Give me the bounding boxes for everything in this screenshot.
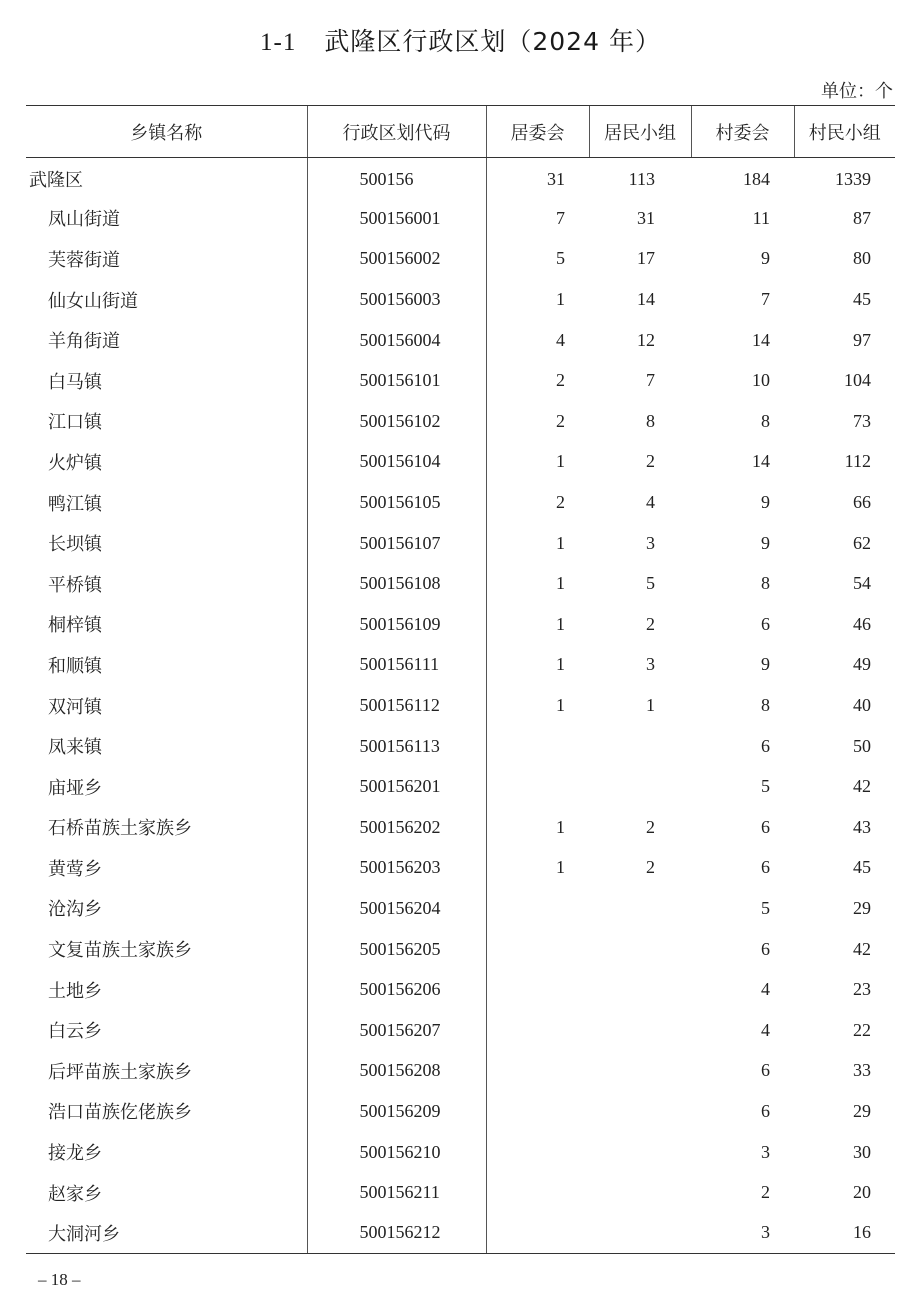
town-name-cell: 桐梓镇 <box>26 604 307 645</box>
code-cell: 500156208 <box>307 1051 486 1092</box>
village-committee-cell: 6 <box>761 1060 770 1081</box>
village-committee-cell: 6 <box>761 735 770 756</box>
table-row <box>26 320 895 361</box>
residents-committee-cell: 1 <box>556 695 565 716</box>
town-name-cell: 双河镇 <box>26 685 307 726</box>
residents-committee-cell <box>486 969 589 1010</box>
village-committee-cell: 14 <box>752 451 770 472</box>
village-committee-cell: 10 <box>752 370 770 391</box>
villagers-group-cell: 22 <box>853 1019 871 1040</box>
residents-group-cell <box>589 969 691 1010</box>
table-row <box>26 279 895 320</box>
town-name-cell: 接龙乡 <box>26 1132 307 1173</box>
town-name-cell: 平桥镇 <box>26 563 307 604</box>
residents-committee-cell: 1 <box>556 816 565 837</box>
residents-group-cell: 8 <box>646 410 655 431</box>
residents-group-cell: 17 <box>637 248 655 269</box>
residents-group-cell: 4 <box>646 492 655 513</box>
residents-group-cell: 2 <box>646 451 655 472</box>
villagers-group-cell: 43 <box>853 816 871 837</box>
villagers-group-cell: 30 <box>853 1141 871 1162</box>
village-committee-cell: 11 <box>752 207 770 228</box>
code-cell: 500156212 <box>307 1213 486 1254</box>
villagers-group-cell: 87 <box>853 207 871 228</box>
residents-committee-cell <box>486 888 589 929</box>
village-committee-cell: 14 <box>752 329 770 350</box>
table-row <box>26 969 895 1010</box>
code-cell: 500156109 <box>307 604 486 645</box>
residents-group-cell: 2 <box>646 816 655 837</box>
code-cell: 500156104 <box>307 442 486 483</box>
code-cell: 500156202 <box>307 807 486 848</box>
header-village-committee: 村委会 <box>691 106 794 158</box>
table-row <box>26 482 895 523</box>
villagers-group-cell: 54 <box>853 573 871 594</box>
village-committee-cell: 7 <box>761 289 770 310</box>
code-cell: 500156003 <box>307 279 486 320</box>
table-title: 武隆区行政区划（2024 年） <box>324 27 661 56</box>
residents-committee-cell <box>486 1132 589 1173</box>
villagers-group-cell: 49 <box>853 654 871 675</box>
town-name-cell: 沧沟乡 <box>26 888 307 929</box>
residents-committee-cell: 5 <box>556 248 565 269</box>
header-residents-committee: 居委会 <box>486 106 589 158</box>
town-name-cell: 芙蓉街道 <box>26 239 307 280</box>
division-table <box>26 105 895 1254</box>
villagers-group-cell: 23 <box>853 979 871 1000</box>
residents-committee-cell: 1 <box>556 654 565 675</box>
villagers-group-cell: 29 <box>853 897 871 918</box>
table-row <box>26 1051 895 1092</box>
table-row <box>26 360 895 401</box>
code-cell: 500156207 <box>307 1010 486 1051</box>
table-row <box>26 807 895 848</box>
residents-group-cell: 5 <box>646 573 655 594</box>
village-committee-cell: 8 <box>761 573 770 594</box>
village-committee-cell: 4 <box>761 1019 770 1040</box>
code-cell: 500156107 <box>307 523 486 564</box>
code-cell: 500156108 <box>307 563 486 604</box>
residents-group-cell: 113 <box>628 168 655 189</box>
code-cell: 500156004 <box>307 320 486 361</box>
code-cell: 500156206 <box>307 969 486 1010</box>
residents-committee-cell: 1 <box>556 573 565 594</box>
village-committee-cell: 4 <box>761 979 770 1000</box>
code-cell: 500156201 <box>307 766 486 807</box>
header-villagers-group: 村民小组 <box>794 106 895 158</box>
town-name-cell: 白马镇 <box>26 360 307 401</box>
town-name-cell: 大洞河乡 <box>26 1213 307 1254</box>
village-committee-cell: 9 <box>761 248 770 269</box>
page-title <box>0 22 921 58</box>
villagers-group-cell: 66 <box>853 492 871 513</box>
residents-group-cell <box>589 888 691 929</box>
villagers-group-cell: 20 <box>853 1182 871 1203</box>
residents-group-cell <box>589 1091 691 1132</box>
table-row <box>26 645 895 686</box>
residents-group-cell <box>589 1172 691 1213</box>
table-row <box>26 888 895 929</box>
table-row <box>26 766 895 807</box>
code-cell: 500156101 <box>307 360 486 401</box>
village-committee-cell: 6 <box>761 816 770 837</box>
town-name-cell: 土地乡 <box>26 969 307 1010</box>
header-code: 行政区划代码 <box>307 106 486 158</box>
code-cell: 500156111 <box>307 645 486 686</box>
table-row <box>26 1091 895 1132</box>
town-name-cell: 鸭江镇 <box>26 482 307 523</box>
residents-group-cell: 7 <box>646 370 655 391</box>
village-committee-cell: 9 <box>761 492 770 513</box>
code-cell: 500156210 <box>307 1132 486 1173</box>
villagers-group-cell: 112 <box>844 451 871 472</box>
table-row <box>26 523 895 564</box>
page-number: – 18 – <box>38 1270 81 1289</box>
town-name-cell: 羊角街道 <box>26 320 307 361</box>
code-cell: 500156001 <box>307 198 486 239</box>
town-name-cell: 石桥苗族土家族乡 <box>26 807 307 848</box>
town-name-cell: 凤来镇 <box>26 726 307 767</box>
table-row <box>26 198 895 239</box>
residents-committee-cell: 1 <box>556 289 565 310</box>
residents-group-cell: 3 <box>646 532 655 553</box>
unit-label: 单位：个 <box>821 81 893 102</box>
residents-committee-cell <box>486 1010 589 1051</box>
residents-committee-cell: 2 <box>556 410 565 431</box>
village-committee-cell: 5 <box>761 897 770 918</box>
town-name-cell: 和顺镇 <box>26 645 307 686</box>
residents-group-cell: 14 <box>637 289 655 310</box>
village-committee-cell: 6 <box>761 938 770 959</box>
code-cell: 500156205 <box>307 929 486 970</box>
village-committee-cell: 8 <box>761 410 770 431</box>
header-town-name: 乡镇名称 <box>26 106 307 158</box>
table-row <box>26 158 895 199</box>
villagers-group-cell: 50 <box>853 735 871 756</box>
village-committee-cell: 8 <box>761 695 770 716</box>
residents-committee-cell: 1 <box>556 451 565 472</box>
residents-committee-cell: 31 <box>547 168 565 189</box>
residents-group-cell: 31 <box>637 207 655 228</box>
villagers-group-cell: 29 <box>853 1100 871 1121</box>
code-cell: 500156002 <box>307 239 486 280</box>
residents-group-cell <box>589 766 691 807</box>
table-row <box>26 848 895 889</box>
residents-committee-cell: 1 <box>556 613 565 634</box>
table-number: 1-1 <box>260 29 297 56</box>
villagers-group-cell: 45 <box>853 857 871 878</box>
code-cell: 500156209 <box>307 1091 486 1132</box>
village-committee-cell: 3 <box>691 1213 794 1254</box>
village-committee-cell: 6 <box>761 613 770 634</box>
village-committee-cell: 184 <box>743 168 770 189</box>
code-cell: 500156102 <box>307 401 486 442</box>
town-name-cell: 仙女山街道 <box>26 279 307 320</box>
residents-group-cell: 12 <box>637 329 655 350</box>
code-cell: 500156 <box>307 158 486 199</box>
residents-group-cell: 2 <box>646 613 655 634</box>
table-row <box>26 1172 895 1213</box>
residents-committee-cell <box>486 726 589 767</box>
residents-group-cell <box>589 1132 691 1173</box>
villagers-group-cell: 40 <box>853 695 871 716</box>
residents-group-cell <box>589 1010 691 1051</box>
town-name-cell: 武隆区 <box>26 158 307 199</box>
town-name-cell: 文复苗族土家族乡 <box>26 929 307 970</box>
residents-committee-cell: 1 <box>556 857 565 878</box>
villagers-group-cell: 1339 <box>835 168 871 189</box>
code-cell: 500156112 <box>307 685 486 726</box>
villagers-group-cell: 42 <box>853 938 871 959</box>
header-residents-group: 居民小组 <box>589 106 691 158</box>
town-name-cell: 后坪苗族土家族乡 <box>26 1051 307 1092</box>
town-name-cell: 黄莺乡 <box>26 848 307 889</box>
residents-committee-cell <box>486 1213 589 1254</box>
town-name-cell: 庙垭乡 <box>26 766 307 807</box>
table-row <box>26 239 895 280</box>
villagers-group-cell: 80 <box>853 248 871 269</box>
villagers-group-cell: 62 <box>853 532 871 553</box>
town-name-cell: 凤山街道 <box>26 198 307 239</box>
residents-group-cell <box>589 1051 691 1092</box>
table-row <box>26 401 895 442</box>
residents-committee-cell <box>486 1091 589 1132</box>
table-row <box>26 563 895 604</box>
village-committee-cell: 2 <box>761 1182 770 1203</box>
table-row <box>26 929 895 970</box>
villagers-group-cell: 16 <box>794 1213 895 1254</box>
table-row <box>26 1213 895 1254</box>
town-name-cell: 赵家乡 <box>26 1172 307 1213</box>
code-cell: 500156203 <box>307 848 486 889</box>
residents-committee-cell <box>486 1051 589 1092</box>
table-row <box>26 1132 895 1173</box>
village-committee-cell: 9 <box>761 532 770 553</box>
town-name-cell: 火炉镇 <box>26 442 307 483</box>
table-row <box>26 1010 895 1051</box>
residents-committee-cell: 7 <box>556 207 565 228</box>
residents-committee-cell <box>486 766 589 807</box>
code-cell: 500156113 <box>307 726 486 767</box>
villagers-group-cell: 97 <box>853 329 871 350</box>
code-cell: 500156204 <box>307 888 486 929</box>
town-name-cell: 浩口苗族仡佬族乡 <box>26 1091 307 1132</box>
villagers-group-cell: 46 <box>853 613 871 634</box>
residents-group-cell <box>589 726 691 767</box>
residents-group-cell <box>589 929 691 970</box>
residents-committee-cell: 1 <box>556 532 565 553</box>
village-committee-cell: 9 <box>761 654 770 675</box>
residents-group-cell: 1 <box>646 695 655 716</box>
table-row <box>26 604 895 645</box>
town-name-cell: 白云乡 <box>26 1010 307 1051</box>
residents-group-cell <box>589 1213 691 1254</box>
villagers-group-cell: 45 <box>853 289 871 310</box>
code-cell: 500156211 <box>307 1172 486 1213</box>
villagers-group-cell: 33 <box>853 1060 871 1081</box>
residents-group-cell: 3 <box>646 654 655 675</box>
residents-group-cell: 2 <box>646 857 655 878</box>
villagers-group-cell: 42 <box>853 776 871 797</box>
village-committee-cell: 6 <box>761 1100 770 1121</box>
residents-committee-cell <box>486 1172 589 1213</box>
table-row <box>26 685 895 726</box>
village-committee-cell: 3 <box>761 1141 770 1162</box>
villagers-group-cell: 73 <box>853 410 871 431</box>
town-name-cell: 江口镇 <box>26 401 307 442</box>
residents-committee-cell <box>486 929 589 970</box>
table-row <box>26 442 895 483</box>
village-committee-cell: 5 <box>761 776 770 797</box>
table-row <box>26 726 895 767</box>
code-cell: 500156105 <box>307 482 486 523</box>
village-committee-cell: 6 <box>761 857 770 878</box>
residents-committee-cell: 4 <box>556 329 565 350</box>
residents-committee-cell: 2 <box>556 492 565 513</box>
residents-committee-cell: 2 <box>556 370 565 391</box>
villagers-group-cell: 104 <box>844 370 871 391</box>
town-name-cell: 长坝镇 <box>26 523 307 564</box>
table-header-row <box>26 106 895 158</box>
